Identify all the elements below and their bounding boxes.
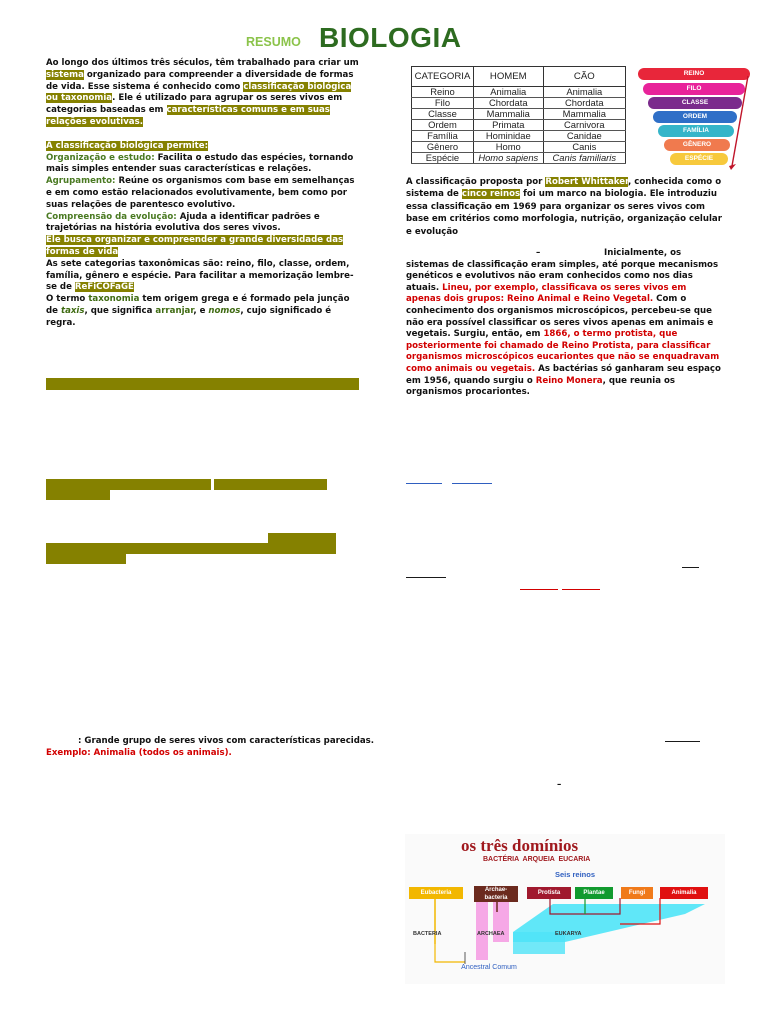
table-header-row <box>412 67 626 87</box>
table-row: Gênero Homo Canis <box>412 142 626 153</box>
intro-paragraph: Ao longo dos últimos três séculos, têm trabalhado para criar um sistema organizado para compreender a diversidade de formas de vida. Esse sistema é conhecido como classificação biológica ou taxonomia. Ele é utilizado para agrupar os seres vivos em categorias baseadas em características comuns e em suas relações evolutivas. <box>46 58 359 127</box>
reino-example: Exemplo: Animalia (todos os animais). <box>46 747 232 758</box>
page-header <box>246 22 506 54</box>
six-kingdoms-label: Seis reinos <box>555 870 596 879</box>
header-small: RESUMO <box>246 35 301 49</box>
table-header: HOMEM <box>473 67 543 87</box>
kingdom-box: Archae-bacteria <box>474 886 518 902</box>
domain-archaea-label: ARCHAEA <box>477 931 505 937</box>
table-row: Reino Animalia Animalia <box>412 87 626 98</box>
kingdom-box: Fungi <box>621 887 653 899</box>
kingdom-box: Eubacteria <box>409 887 463 899</box>
table-header: CÃO <box>543 67 625 87</box>
permite-heading: A classificação biológica permite: <box>46 140 209 151</box>
table-row: Família Hominidae Canidae <box>412 131 626 142</box>
text-underline <box>665 741 700 742</box>
agr-item: Agrupamento: Reúne os organismos com base em semelhanças e em como estão relacionados evolutivamente, bem como por suas relações de parentesco evolutivo. <box>46 176 355 210</box>
table-row: Filo Chordata Chordata <box>412 98 626 109</box>
left-column <box>46 58 362 330</box>
highlight-bar <box>46 479 211 490</box>
highlight-bar <box>214 479 327 490</box>
header-title: BIOLOGIA <box>319 22 462 53</box>
busca-line: Ele busca organizar e compreender a grande diversidade das formas de vida <box>46 235 344 257</box>
sete-paragraph: As sete categorias taxonômicas são: reino, filo, classe, ordem, família, gênero e espécie. Para facilitar a memorização lembre-se de ReFiCOFaGE O termo taxonomia tem origem grega e é formado pela junção de taxis, que significa arranjar, e nomos, cujo significado é regra. <box>46 258 354 328</box>
pyramid-arrow-icon <box>728 74 750 170</box>
highlight-caracteristicas: características comuns e em suas relações evolutivas. <box>46 105 330 127</box>
pyramid-level: FILO <box>643 83 745 95</box>
whittaker-paragraph: A classificação proposta por Robert Whittaker, conhecida como o sistema de cinco reinos foi um marco na biologia. Ele introduziu essa classificação em 1969 para organizar os seres vivos com base em critérios como morfologia, nutrição, organização celular e evolução <box>406 177 722 237</box>
reino-definition: : Grande grupo de seres vivos com características parecidas. Exemplo: Animalia (todos os animais). <box>46 736 375 758</box>
highlight-reficofage: ReFiCOFaGE <box>74 282 134 293</box>
common-ancestor-label: Ancestral Comum <box>461 964 517 971</box>
kingdom-box: Plantae <box>575 887 613 899</box>
highlight-taxonomia: classificação biológica ou taxonomia <box>46 81 352 104</box>
text-underline <box>406 577 446 578</box>
highlight-bar <box>46 378 359 390</box>
highlight-whittaker: Robert Whittaker <box>545 177 629 187</box>
domain-bacteria-label: BACTERIA <box>413 931 442 937</box>
highlight-bar <box>46 490 110 500</box>
three-domains-figure <box>405 834 725 984</box>
domains-title: os três domínios <box>461 836 579 855</box>
text-underline <box>682 567 699 568</box>
pyramid-level: FAMÍLIA <box>658 125 734 137</box>
link-underline <box>452 483 492 484</box>
kingdom-box: Protista <box>527 887 571 899</box>
domains-tree <box>405 834 725 984</box>
link-underline <box>406 483 442 484</box>
org-item: Organização e estudo: Facilita o estudo das espécies, tornando mais simples entender suas características e relações. <box>46 152 354 175</box>
table-row: Ordem Primata Carnivora <box>412 120 626 131</box>
highlight-bar <box>268 533 336 554</box>
taxonomy-table-wrap <box>411 66 626 164</box>
domains-subtitle: BACTÉRIA ARQUEIA EUCARIA <box>483 856 591 863</box>
highlight-cinco-reinos: cinco reinos <box>461 189 521 200</box>
text-underline <box>520 589 558 590</box>
domain-eukarya-label: EUKARYA <box>555 931 582 937</box>
kingdom-box: Animalia <box>660 887 708 899</box>
pyramid-level: REINO <box>638 68 750 80</box>
table-header: CATEGORIA <box>412 67 474 87</box>
text-underline <box>562 589 600 590</box>
pyramid-level: GÊNERO <box>664 139 730 151</box>
table-row: Espécie Homo sapiens Canis familiaris <box>412 153 626 164</box>
highlight-bar <box>46 554 126 564</box>
table-row: Classe Mammalia Mammalia <box>412 109 626 120</box>
highlight-bar <box>46 543 269 554</box>
taxonomy-table <box>411 66 626 164</box>
pyramid-level: ORDEM <box>653 111 737 123</box>
pyramid-level: CLASSE <box>648 97 742 109</box>
taxonomy-pyramid <box>636 66 751 174</box>
highlight-sistema: sistema <box>46 69 84 80</box>
history-paragraph: – Inicialmente, os sistemas de classificação eram simples, até porque mecanismos genéticos e evolutivos não eram conhecidos como nos dias atuais. Lineu, por exemplo, classificava os seres vivos em apenas dois grupos: Reino Animal e Reino Vegetal. Com o conhecimento dos organismos microscópicos, percebeu-se que não era possível classificar os seres vivos apenas em animais e vegetais. Surgiu, então, em 1866, o termo protista, que posteriormente foi chamado de Reino Protista, para classificar organismos microscópicos eucariontes que não se enquadravam como animais ou vegetais. As bactérias só ganharam seu espaço em 1956, quando surgiu o Reino Monera, que reunia os organismos procariontes. <box>406 248 721 398</box>
pyramid-level: ESPÉCIE <box>670 153 728 165</box>
comp-item: Compreensão da evolução: Ajuda a identificar padrões e trajetórias na história evolutiva dos seres vivos. <box>46 211 320 234</box>
dash-mark: – <box>557 780 562 790</box>
